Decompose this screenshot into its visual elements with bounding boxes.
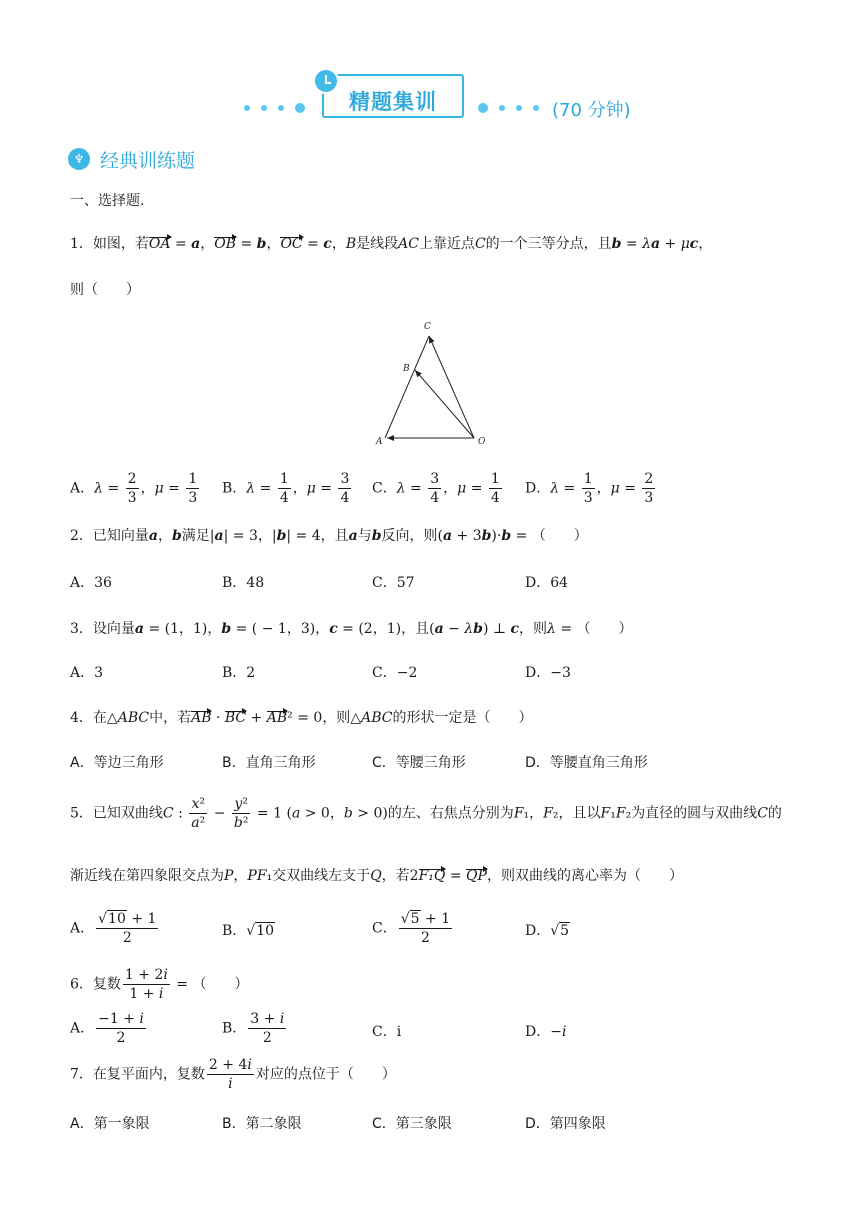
question-6-option-c: C．i [372, 1024, 402, 1040]
segment-ac [385, 336, 429, 438]
alarm-clock-icon [313, 68, 339, 94]
label-c: C [424, 322, 431, 332]
question-7-option-b: B．第二象限 [222, 1116, 302, 1132]
question-5-option-d: D．√5 [525, 923, 570, 939]
question-4-option-d: D．等腰直角三角形 [525, 755, 648, 771]
question-1-option-a: A．λ = $\frac{2}{3}$ ，μ = $\frac{1}{3}$ [70, 471, 198, 506]
question-2-stem: 2．已知向量a，b满足|a| = 3，|b| = 4，且a与b反向，则(a + 3b)·b = （ ） [70, 528, 588, 544]
question-3-option-b: B．2 [222, 665, 256, 681]
dot [516, 105, 522, 111]
part-heading: 一、选择题. [70, 193, 145, 209]
question-1-stem: 1．如图，若OA = a，OB = b，OC = c，B是线段AC上靠近点C的一个三等分点，且b = λa + μc， [70, 236, 713, 252]
question-3-option-d: D．−3 [525, 665, 571, 681]
dot [533, 105, 539, 111]
trophy-icon: ♆ [68, 148, 90, 170]
question-1-option-b: B．λ = $\frac{1}{4}$ ，μ = $\frac{3}{4}$ [222, 471, 350, 506]
question-7-stem: 7．在复平面内，复数 $\frac{2 + 4i}{i}$ 对应的点位于（ ） [70, 1057, 396, 1092]
question-1-stem-continued: 则（ ） [70, 282, 140, 298]
question-2-option-d: D．64 [525, 575, 569, 591]
question-4-option-c: C．等腰三角形 [372, 755, 466, 771]
question-6-option-a: A． $\frac{-1 + i}{2}$ [70, 1011, 144, 1046]
question-4-option-b: B．直角三角形 [222, 755, 316, 771]
question-3-option-a: A．3 [70, 665, 104, 681]
vector-ob [415, 370, 474, 438]
question-2-option-b: B．48 [222, 575, 265, 591]
banner-title: 精题集训 [349, 90, 437, 114]
dot [295, 103, 305, 113]
dot [499, 105, 505, 111]
dot [478, 103, 488, 113]
vector-oc [429, 336, 474, 438]
duration-label: (70 分钟) [552, 100, 631, 121]
question-6-stem: 6．复数 $\frac{1 + 2i}{1 + i}$ = （ ） [70, 967, 249, 1002]
question-6-option-b: B． $\frac{3 + i}{2}$ [222, 1011, 285, 1046]
question-1-triangle-figure [370, 318, 490, 448]
question-4-stem: 4．在△ABC中，若AB · BC + AB² = 0，则△ABC的形状一定是（ ） [70, 710, 533, 726]
label-b: B [403, 364, 410, 374]
dot [278, 105, 284, 111]
question-7-option-d: D．第四象限 [525, 1116, 606, 1132]
question-7-option-c: C．第三象限 [372, 1116, 452, 1132]
question-7-option-a: A．第一象限 [70, 1116, 150, 1132]
question-5-option-c: C． $\frac{√5 + 1}{2}$ [372, 911, 451, 946]
question-4-option-a: A．等边三角形 [70, 755, 164, 771]
label-o: O [478, 437, 486, 447]
section-title: 经典训练题 [100, 150, 196, 172]
question-5-stem: 5．已知双曲线C : $\frac{\text{x²}}{\text{a²}}$ − $\frac{\text{y²}}{\text{b²}}$ = 1 (a > 0，b > 0)的左、右焦点分别为F₁，F₂，且以F₁F₂为直径的圆与双曲线C的 [70, 796, 782, 831]
left-decorative-dots [244, 103, 305, 113]
dot [244, 105, 250, 111]
question-5-option-a: A． $\frac{√10 + 1}{2}$ [70, 911, 157, 946]
question-1-option-d: D．λ = $\frac{1}{3}$ ，μ = $\frac{2}{3}$ [525, 471, 654, 506]
question-1-option-c: C．λ = $\frac{3}{4}$ ，μ = $\frac{1}{4}$ [372, 471, 500, 506]
right-decorative-dots [478, 103, 539, 113]
question-3-option-c: C．−2 [372, 665, 418, 681]
label-a: A [376, 437, 383, 447]
question-5-stem-continued: 渐近线在第四象限交点为P，PF₁交双曲线左支于Q，若2F₁Q = QP，则双曲线的离心率为（ ） [70, 868, 683, 884]
question-2-option-a: A．36 [70, 575, 112, 591]
title-banner [322, 74, 464, 118]
question-5-option-b: B．√10 [222, 923, 275, 939]
dot [261, 105, 267, 111]
question-6-option-d: D．−i [525, 1024, 567, 1040]
question-3-stem: 3．设向量a = (1，1)，b = ( − 1，3)，c = (2，1)，且(a − λb) ⊥ c，则λ = （ ） [70, 621, 633, 637]
question-2-option-c: C．57 [372, 575, 415, 591]
